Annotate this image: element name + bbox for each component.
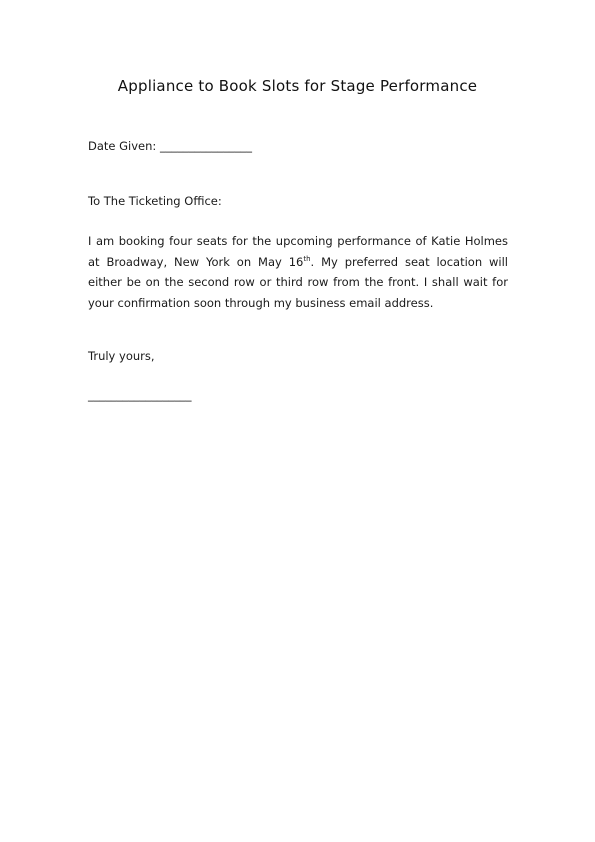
closing: Truly yours, [88,349,155,363]
ordinal-suffix: th [303,254,311,263]
body-line-2-text-a: at Broadway, New York on May 16 [88,254,304,269]
body-paragraph [88,231,508,313]
body-line-2-text-b: . My preferred seat location will [310,254,508,269]
salutation: To The Ticketing Office: [88,194,222,208]
body-line-3: either be on the second row or third row from the front. I shall wait for [88,275,508,289]
body-line-2 [88,252,508,273]
signature-line: __________________ [88,388,192,402]
document-title: Appliance to Book Slots for Stage Performance [117,77,478,95]
body-line-4: your confirmation soon through my business email address. [88,295,434,310]
body-line-1: I am booking four seats for the upcoming performance of Katie Holmes [88,234,508,248]
date-given-line: Date Given: ________________ [88,139,252,153]
